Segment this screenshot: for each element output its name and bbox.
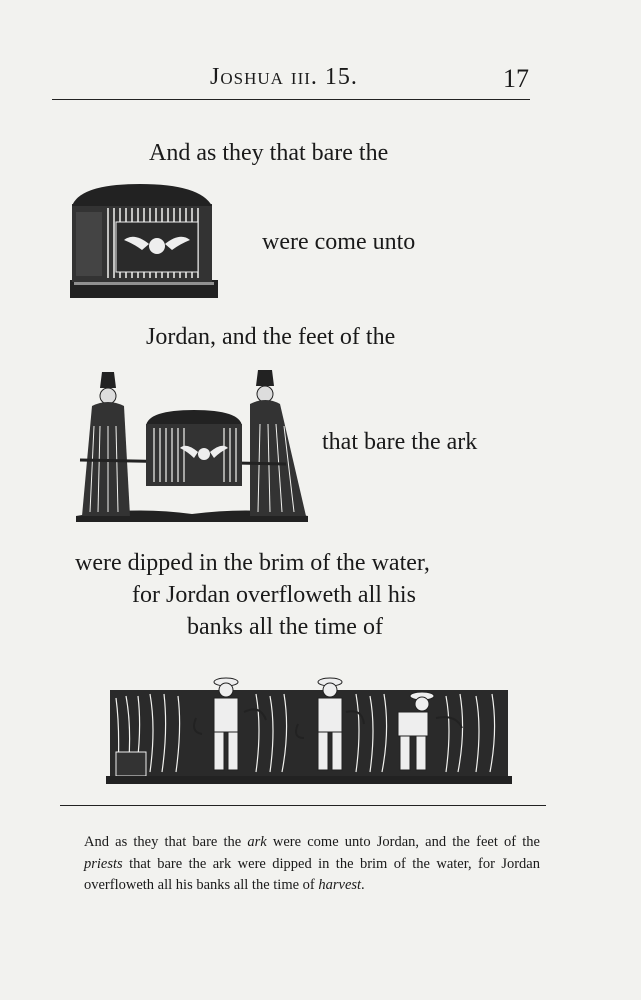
caption-paragraph: And as they that bare the ark were come unto Jordan, and the feet of the priests that bare the ark were dipped in the brim of the water, for Jordan overfloweth all his banks all the time of harvest. (84, 834, 540, 893)
rebus-line-1: And as they that bare the (149, 140, 389, 166)
running-title: Joshua iii. 15. (210, 64, 358, 90)
rebus-line-7: banks all the time of (187, 614, 383, 640)
harvest-illustration (106, 668, 512, 784)
caption-italic-priests: priests (84, 855, 123, 872)
rebus-line-2: were come unto (262, 229, 416, 255)
caption-italic-harvest: harvest (318, 877, 362, 893)
rebus-line-6: for Jordan overfloweth all his (132, 582, 416, 608)
header-rule (52, 99, 530, 100)
rebus-line-4: that bare the ark (322, 429, 478, 455)
priests-illustration (74, 366, 310, 522)
ark-illustration (68, 182, 220, 302)
caption-italic-ark: ark (247, 834, 267, 850)
caption-rule (60, 805, 546, 806)
page-number: 17 (503, 64, 529, 93)
rebus-line-3: Jordan, and the feet of the (146, 324, 396, 350)
rebus-line-5: were dipped in the brim of the water, (75, 550, 430, 576)
